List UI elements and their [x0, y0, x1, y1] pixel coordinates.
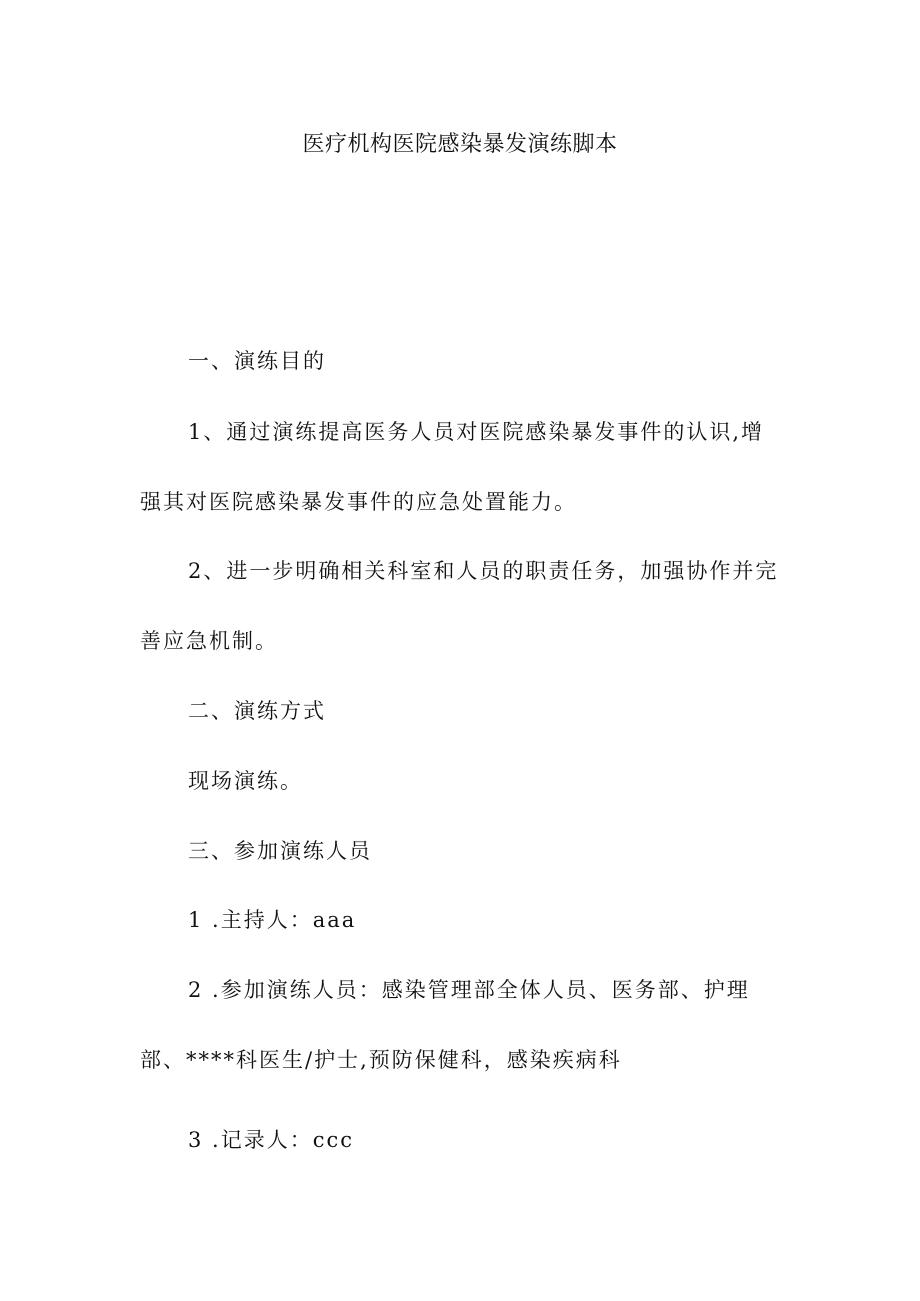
section-heading-method: 二、演练方式	[188, 699, 326, 723]
paragraph-line: 善应急机制。	[140, 629, 278, 653]
paragraph-line: 强其对医院感染暴发事件的应急处置能力。	[140, 490, 577, 514]
list-item: 2 .参加演练人员：感染管理部全体人员、医务部、护理	[188, 978, 750, 1002]
section-heading-participants: 三、参加演练人员	[188, 839, 372, 863]
section-heading-purpose: 一、演练目的	[188, 349, 326, 373]
list-item: 1 .主持人：aaa	[188, 908, 357, 932]
paragraph-line: 2、进一步明确相关科室和人员的职责任务，加强协作并完	[188, 559, 779, 583]
list-item: 3 .记录人：ccc	[188, 1128, 354, 1152]
paragraph-line: 1、通过演练提高医务人员对医院感染暴发事件的认识,增	[188, 420, 765, 444]
paragraph-line: 部、****科医生/护士,预防保健科，感染疾病科	[140, 1048, 622, 1072]
paragraph-line: 现场演练。	[188, 769, 303, 793]
document-title: 医疗机构医院感染暴发演练脚本	[302, 132, 618, 157]
